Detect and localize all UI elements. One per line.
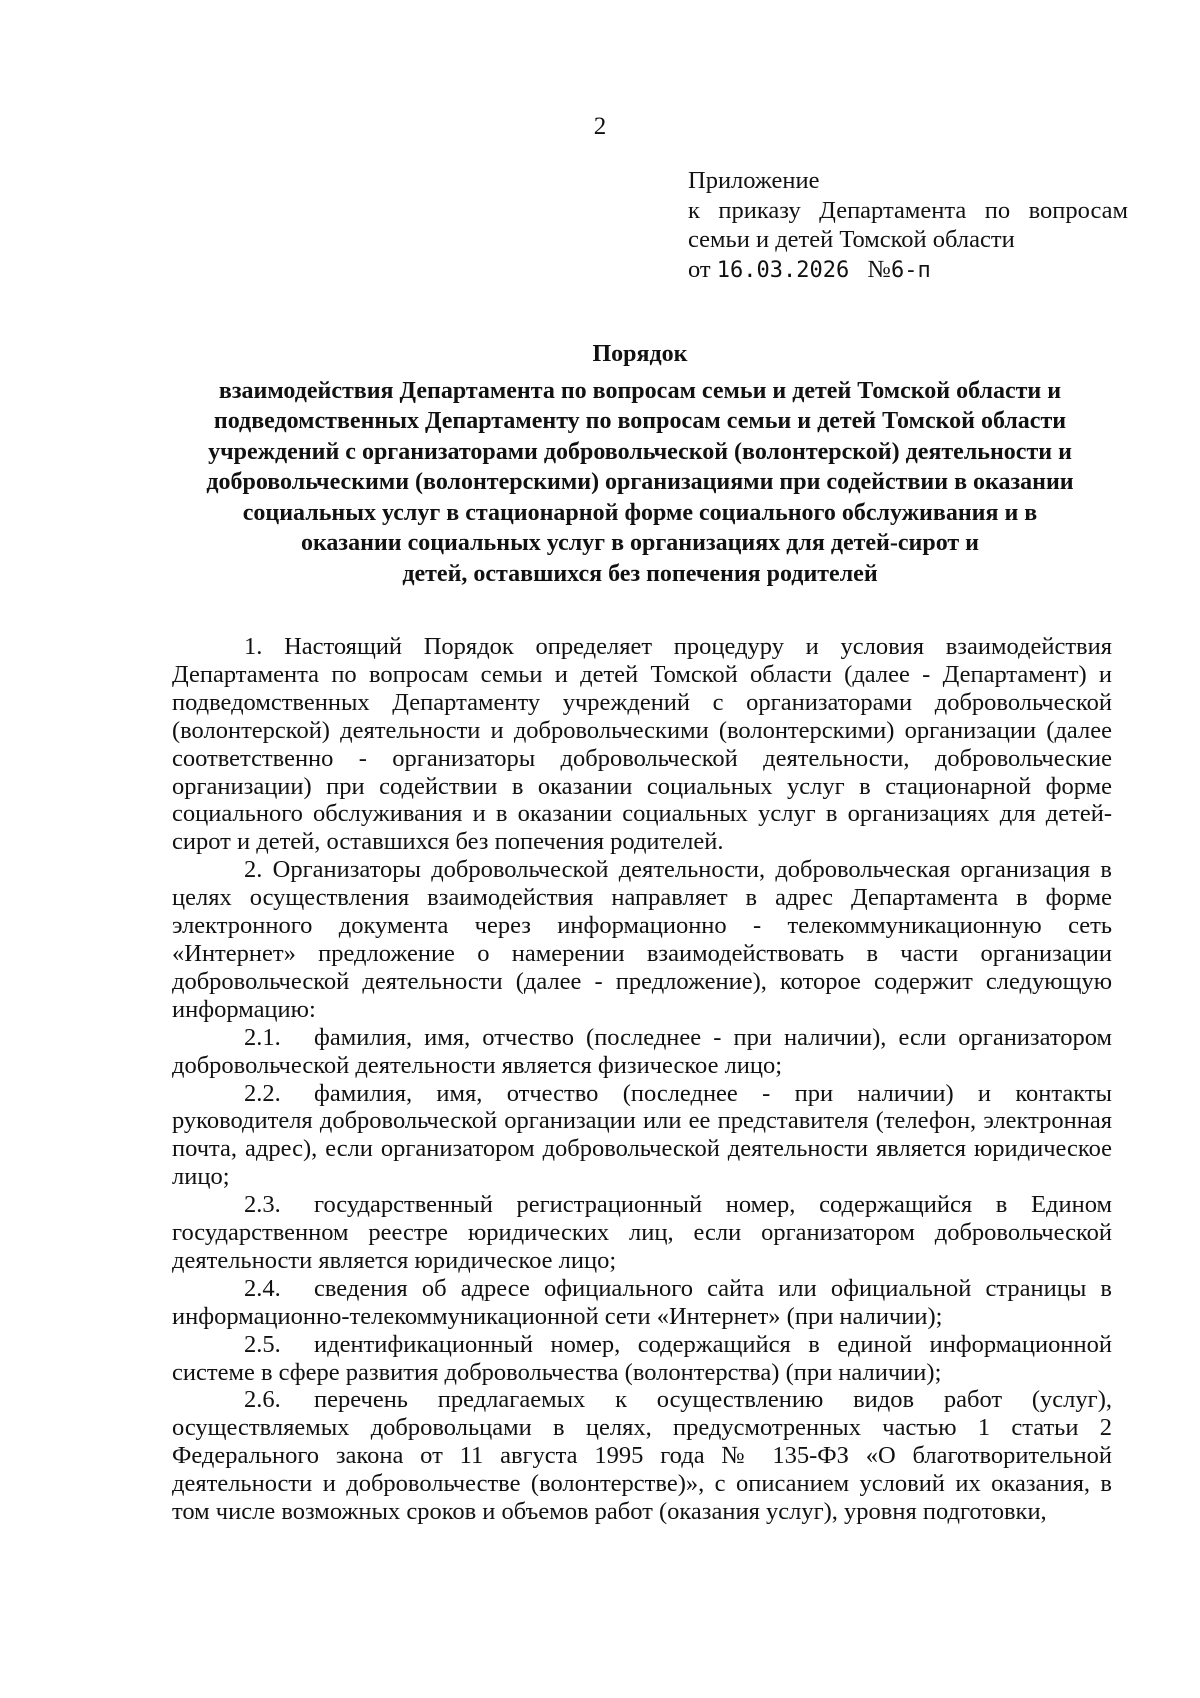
- subparagraph-2-5: [172, 1331, 1112, 1387]
- document-body: [172, 633, 1112, 1526]
- subparagraph-text: фамилия, имя, отчество (последнее - при наличии), если организатором добровольческой деятельности является физическое лицо;: [172, 1023, 1112, 1079]
- subparagraph-text: фамилия, имя, отчество (последнее - при наличии) и контакты руководителя добровольческой организации или ее представителя (телефон, электронная почта, адрес), если организатором добровольческой деятельности является юридическое лицо;: [172, 1079, 1112, 1191]
- title-line: взаимодействия Департамента по вопросам семьи и детей Томской области и: [218, 377, 1062, 404]
- subparagraph-2-6: [172, 1386, 1112, 1526]
- subparagraph-text: сведения об адресе официального сайта или официальной страницы в информационно-телекоммуникационной сети «Интернет» (при наличии);: [172, 1274, 1112, 1330]
- paragraph-2: 2. Организаторы добровольческой деятельности, добровольческая организация в целях осуществления взаимодействия направляет в адрес Департамента в форме электронного документа через информационно - телекоммуникационную сеть «Интернет» предложение о намерении взаимодействовать в части организации добровольческой деятельности (далее - предложение), которое содержит следующую информацию:: [172, 856, 1112, 1023]
- date-prefix: от: [688, 255, 711, 283]
- number-sign: №: [867, 255, 891, 283]
- title-line: добровольческими (волонтерскими) организациями при содействии в оказании: [206, 469, 1074, 495]
- subparagraph-number: 2.6.: [244, 1386, 281, 1414]
- title-line: оказании социальных услуг в организациях для детей-сирот и: [300, 530, 980, 556]
- appendix-header: [688, 166, 1128, 285]
- document-title: [170, 339, 1110, 589]
- order-date: 16.03.2026: [716, 257, 850, 283]
- title-heading: Порядок: [592, 341, 688, 367]
- title-line: подведомственных Департаменту по вопросам семьи и детей Томской области: [213, 408, 1067, 434]
- subparagraph-number: 2.2.: [244, 1079, 281, 1107]
- subparagraph-number: 2.1.: [244, 1023, 281, 1051]
- subparagraph-2-2: [172, 1080, 1112, 1192]
- title-line: учреждений с организаторами добровольческой (волонтерской) деятельности и: [208, 438, 1072, 465]
- appendix-date-line: [688, 255, 1128, 286]
- paragraph-1: 1. Настоящий Порядок определяет процедуру и условия взаимодействия Департамента по вопросам семьи и детей Томской области (далее - Департамент) и подведомственных Департаменту учреждений с организаторами добровольческой (волонтерской) деятельности и добровольческими (волонтерскими) организации (далее соответственно - организаторы добровольческой деятельности, добровольческие организации) при содействии в оказании социальных услуг в стационарной форме социального обслуживания и в оказании социальных услуг в организациях для детей-сирот и детей, оставшихся без попечения родителей.: [172, 633, 1112, 856]
- subparagraph-number: 2.4.: [244, 1274, 281, 1302]
- appendix-department: семьи и детей Томской области: [688, 226, 1015, 253]
- subparagraph-2-3: [172, 1191, 1112, 1275]
- subparagraph-2-4: [172, 1275, 1112, 1331]
- subparagraph-2-1: [172, 1024, 1112, 1080]
- page-number: 2: [593, 113, 607, 140]
- appendix-order-ref: к приказу Департамента по вопросам: [688, 196, 1128, 224]
- subparagraph-text: государственный регистрационный номер, содержащийся в Едином государственном реестре юридических лиц, если организатором добровольческой деятельности является юридическое лицо;: [172, 1191, 1112, 1274]
- subparagraph-number: 2.3.: [244, 1191, 281, 1219]
- order-number: 6-п: [890, 257, 931, 283]
- appendix-label: Приложение: [688, 167, 820, 194]
- subparagraph-number: 2.5.: [244, 1330, 281, 1358]
- title-line: социальных услуг в стационарной форме социального обслуживания и в: [242, 499, 1038, 526]
- title-line: детей, оставшихся без попечения родителей: [402, 560, 878, 587]
- subparagraph-text: перечень предлагаемых к осуществлению видов работ (услуг), осуществляемых добровольцами в целях, предусмотренных частью 1 статьи 2 Федерального закона от 11 августа 1995 года № 135-ФЗ «О благотворительной деятельности и добровольчестве (волонтерстве)», с описанием условий их оказания, в том числе возможных сроков и объемов работ (оказания услуг), уровня подготовки,: [172, 1386, 1112, 1526]
- subparagraph-text: идентификационный номер, содержащийся в единой информационной системе в сфере развития добровольчества (волонтерства) (при наличии);: [172, 1330, 1112, 1386]
